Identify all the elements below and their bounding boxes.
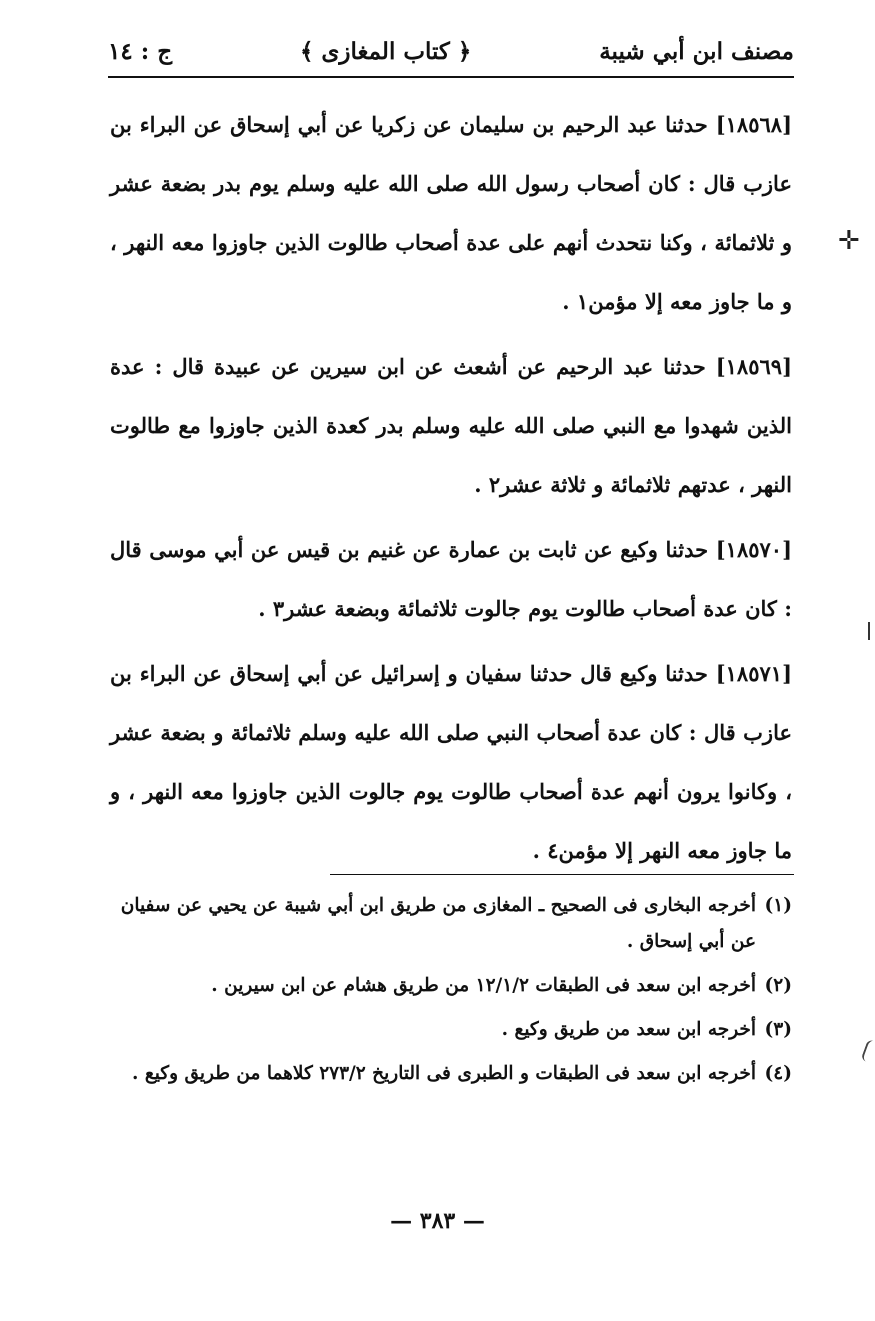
footnote [120, 1056, 792, 1092]
footnote-mark: (١) [764, 895, 792, 916]
margin-curl-mark [861, 1039, 875, 1063]
margin-tick-mark [868, 622, 870, 640]
footnote [120, 888, 792, 960]
hadith-text: حدثنا عبد الرحيم بن سليمان عن زكريا عن أبي إسحاق عن البراء بن عازب قال : كان أصحاب رسول الله صلى الله عليه وسلم يوم بدر بضعة عشر و ثلاثمائة ، وكنا نتحدث أنهم على عدة أصحاب طالوت الذين جاوزوا معه النهر ، و ما جاوز معه إلا مؤمن١ . [110, 112, 792, 314]
hadith-paragraph [110, 95, 792, 331]
header-book-title: مصنف ابن أبي شيبة [599, 37, 794, 65]
hadith-number: [١٨٥٧١] [715, 661, 792, 686]
footnote [120, 1012, 792, 1048]
footnote-mark: (٣) [764, 1019, 792, 1040]
footnote-mark: (٤) [764, 1063, 792, 1084]
hadith-text: حدثنا عبد الرحيم عن أشعث عن ابن سيرين عن عبيدة قال : عدة الذين شهدوا مع النبي صلى الله عليه وسلم بدر كعدة الذين جاوزوا مع طالوت النهر ، عدتهم ثلاثمائة و ثلاثة عشر٢ . [110, 354, 792, 497]
binding-cross-mark: ✛ [838, 226, 860, 256]
running-header [108, 30, 794, 72]
header-divider [108, 76, 794, 78]
hadith-paragraph [110, 520, 792, 638]
footnotes [120, 888, 792, 1100]
footnote [120, 968, 792, 1004]
footnote-text: أخرجه ابن سعد من طريق وكيع . [501, 1019, 756, 1040]
main-text [110, 95, 792, 880]
footnote-text: أخرجه البخارى فى الصحيح ـ المغازى من طريق ابن أبي شيبة عن يحيي عن سفيان عن أبي إسحاق . [120, 895, 756, 952]
footnote-divider [330, 874, 794, 875]
footnote-text: أخرجه ابن سعد فى الطبقات و الطبرى فى التاريخ ٢٧٣/٢ كلاهما من طريق وكيع . [131, 1063, 756, 1084]
hadith-text: حدثنا وكيع عن ثابت بن عمارة عن غنيم بن قيس عن أبي موسى قال : كان عدة أصحاب طالوت يوم جالوت ثلاثمائة وبضعة عشر٣ . [110, 537, 792, 621]
hadith-paragraph [110, 337, 792, 514]
hadith-text: حدثنا وكيع قال حدثنا سفيان و إسرائيل عن أبي إسحاق عن البراء بن عازب قال : كان عدة أصحاب النبي صلى الله عليه وسلم ثلاثمائة و بضعة عشر ، وكانوا يرون أنهم عدة أصحاب طالوت يوم جالوت الذين جاوزوا معه النهر ، و ما جاوز معه النهر إلا مؤمن٤ . [110, 661, 792, 863]
header-volume: ج : ١٤ [108, 37, 173, 65]
hadith-number: [١٨٥٦٨] [715, 112, 792, 137]
hadith-paragraph [110, 644, 792, 880]
footnote-mark: (٢) [764, 975, 792, 996]
footnote-text: أخرجه ابن سعد فى الطبقات ١٢/١/٢ من طريق هشام عن ابن سيرين . [211, 975, 756, 996]
header-chapter-title: ﴿ كتاب المغازى ﴾ [299, 37, 472, 65]
hadith-number: [١٨٥٧٠] [715, 537, 793, 562]
page-number: — ٣٨٣ — [390, 1208, 485, 1234]
hadith-number: [١٨٥٦٩] [715, 354, 792, 379]
